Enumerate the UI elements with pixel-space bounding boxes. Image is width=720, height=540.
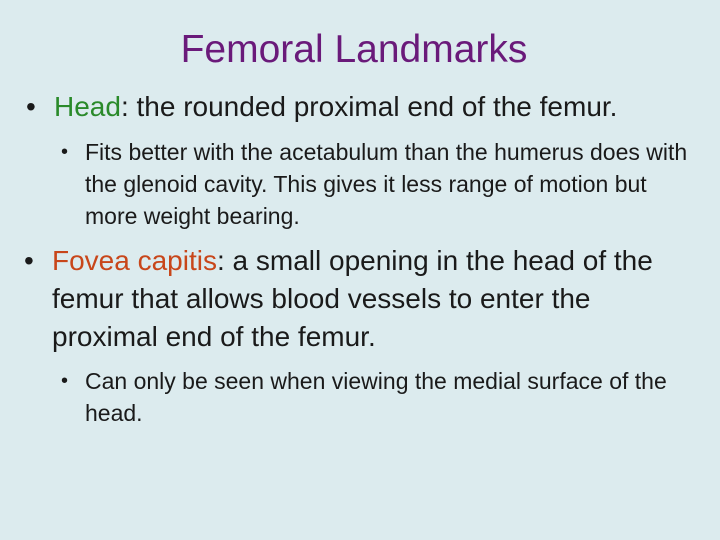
term-head: Head xyxy=(54,91,121,122)
sub-bullet-text: Can only be seen when viewing the medial surface of the head. xyxy=(85,368,667,426)
sub-bullet-text: Fits better with the acetabulum than the humerus does with the glenoid cavity. This gives it less range of motion but more weight bearing. xyxy=(85,139,688,229)
sub-bullet-dot: • xyxy=(61,370,69,392)
bullet-fovea-capitis xyxy=(24,242,702,356)
bullet-dot: • xyxy=(26,91,36,122)
sub-bullet-dot: • xyxy=(61,141,69,163)
bullet-dot: • xyxy=(24,245,34,276)
bullet-text: : a small opening in the head of the femur that allows blood vessels to enter the proximal end of the femur. xyxy=(52,245,653,352)
bullet-head xyxy=(26,88,714,126)
sub-bullet-head xyxy=(61,136,705,232)
bullet-text: : the rounded proximal end of the femur. xyxy=(120,91,618,122)
sub-bullet-fovea xyxy=(61,365,705,429)
term-fovea-capitis: Fovea capitis xyxy=(52,245,217,276)
slide-title: Femoral Landmarks xyxy=(180,28,528,71)
